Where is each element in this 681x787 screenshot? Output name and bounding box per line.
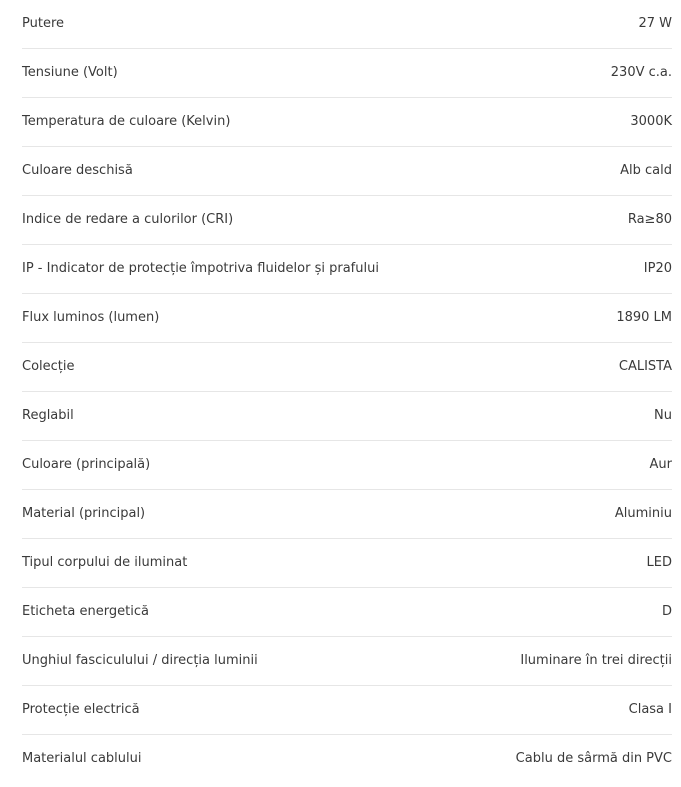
spec-label: Protecție electrică: [22, 702, 140, 717]
spec-label: Unghiul fasciculului / direcția luminii: [22, 653, 258, 668]
spec-row-electrical-protection: [22, 686, 672, 735]
spec-value: Nu: [654, 408, 672, 423]
spec-label: Culoare deschisă: [22, 163, 133, 178]
spec-label: Tipul corpului de iluminat: [22, 555, 188, 570]
spec-row-collection: [22, 343, 672, 392]
spec-value: Aur: [649, 457, 672, 472]
spec-row-light-color: [22, 147, 672, 196]
spec-label: Putere: [22, 16, 65, 31]
spec-value: Iluminare în trei direcții: [520, 653, 672, 668]
spec-row-ip-rating: [22, 245, 672, 294]
spec-value: Alb cald: [620, 163, 672, 178]
spec-label: Flux luminos (lumen): [22, 310, 160, 325]
spec-row-luminous-flux: [22, 294, 672, 343]
spec-label: Materialul cablului: [22, 751, 142, 766]
spec-row-fixture-type: [22, 539, 672, 588]
spec-label: Tensiune (Volt): [22, 65, 118, 80]
spec-value: Clasa I: [628, 702, 672, 717]
spec-label: Reglabil: [22, 408, 74, 423]
spec-value: Cablu de sârmă din PVC: [515, 751, 672, 766]
spec-value: 27 W: [638, 16, 672, 31]
spec-row-color-temperature: [22, 98, 672, 147]
spec-value: LED: [646, 555, 672, 570]
specifications-table: [22, 0, 672, 783]
spec-row-cri: [22, 196, 672, 245]
spec-value: CALISTA: [618, 359, 672, 374]
spec-label: Material (principal): [22, 506, 146, 521]
spec-row-main-material: [22, 490, 672, 539]
spec-row-main-color: [22, 441, 672, 490]
spec-row-voltage: [22, 49, 672, 98]
spec-value: 3000K: [630, 114, 672, 129]
spec-row-power: [22, 0, 672, 49]
spec-value: Ra≥80: [627, 212, 672, 227]
spec-label: Temperatura de culoare (Kelvin): [22, 114, 231, 129]
spec-value: 230V c.a.: [610, 65, 672, 80]
spec-label: Colecție: [22, 359, 75, 374]
spec-value: Aluminiu: [614, 506, 672, 521]
spec-value: D: [661, 604, 672, 619]
spec-row-energy-label: [22, 588, 672, 637]
spec-value: 1890 LM: [616, 310, 672, 325]
spec-label: Eticheta energetică: [22, 604, 149, 619]
spec-label: Indice de redare a culorilor (CRI): [22, 212, 234, 227]
spec-row-beam-angle: [22, 637, 672, 686]
spec-label: IP - Indicator de protecție împotriva fluidelor și prafului: [22, 261, 379, 276]
spec-row-dimmable: [22, 392, 672, 441]
spec-label: Culoare (principală): [22, 457, 151, 472]
spec-value: IP20: [643, 261, 672, 276]
spec-row-cable-material: [22, 735, 672, 783]
